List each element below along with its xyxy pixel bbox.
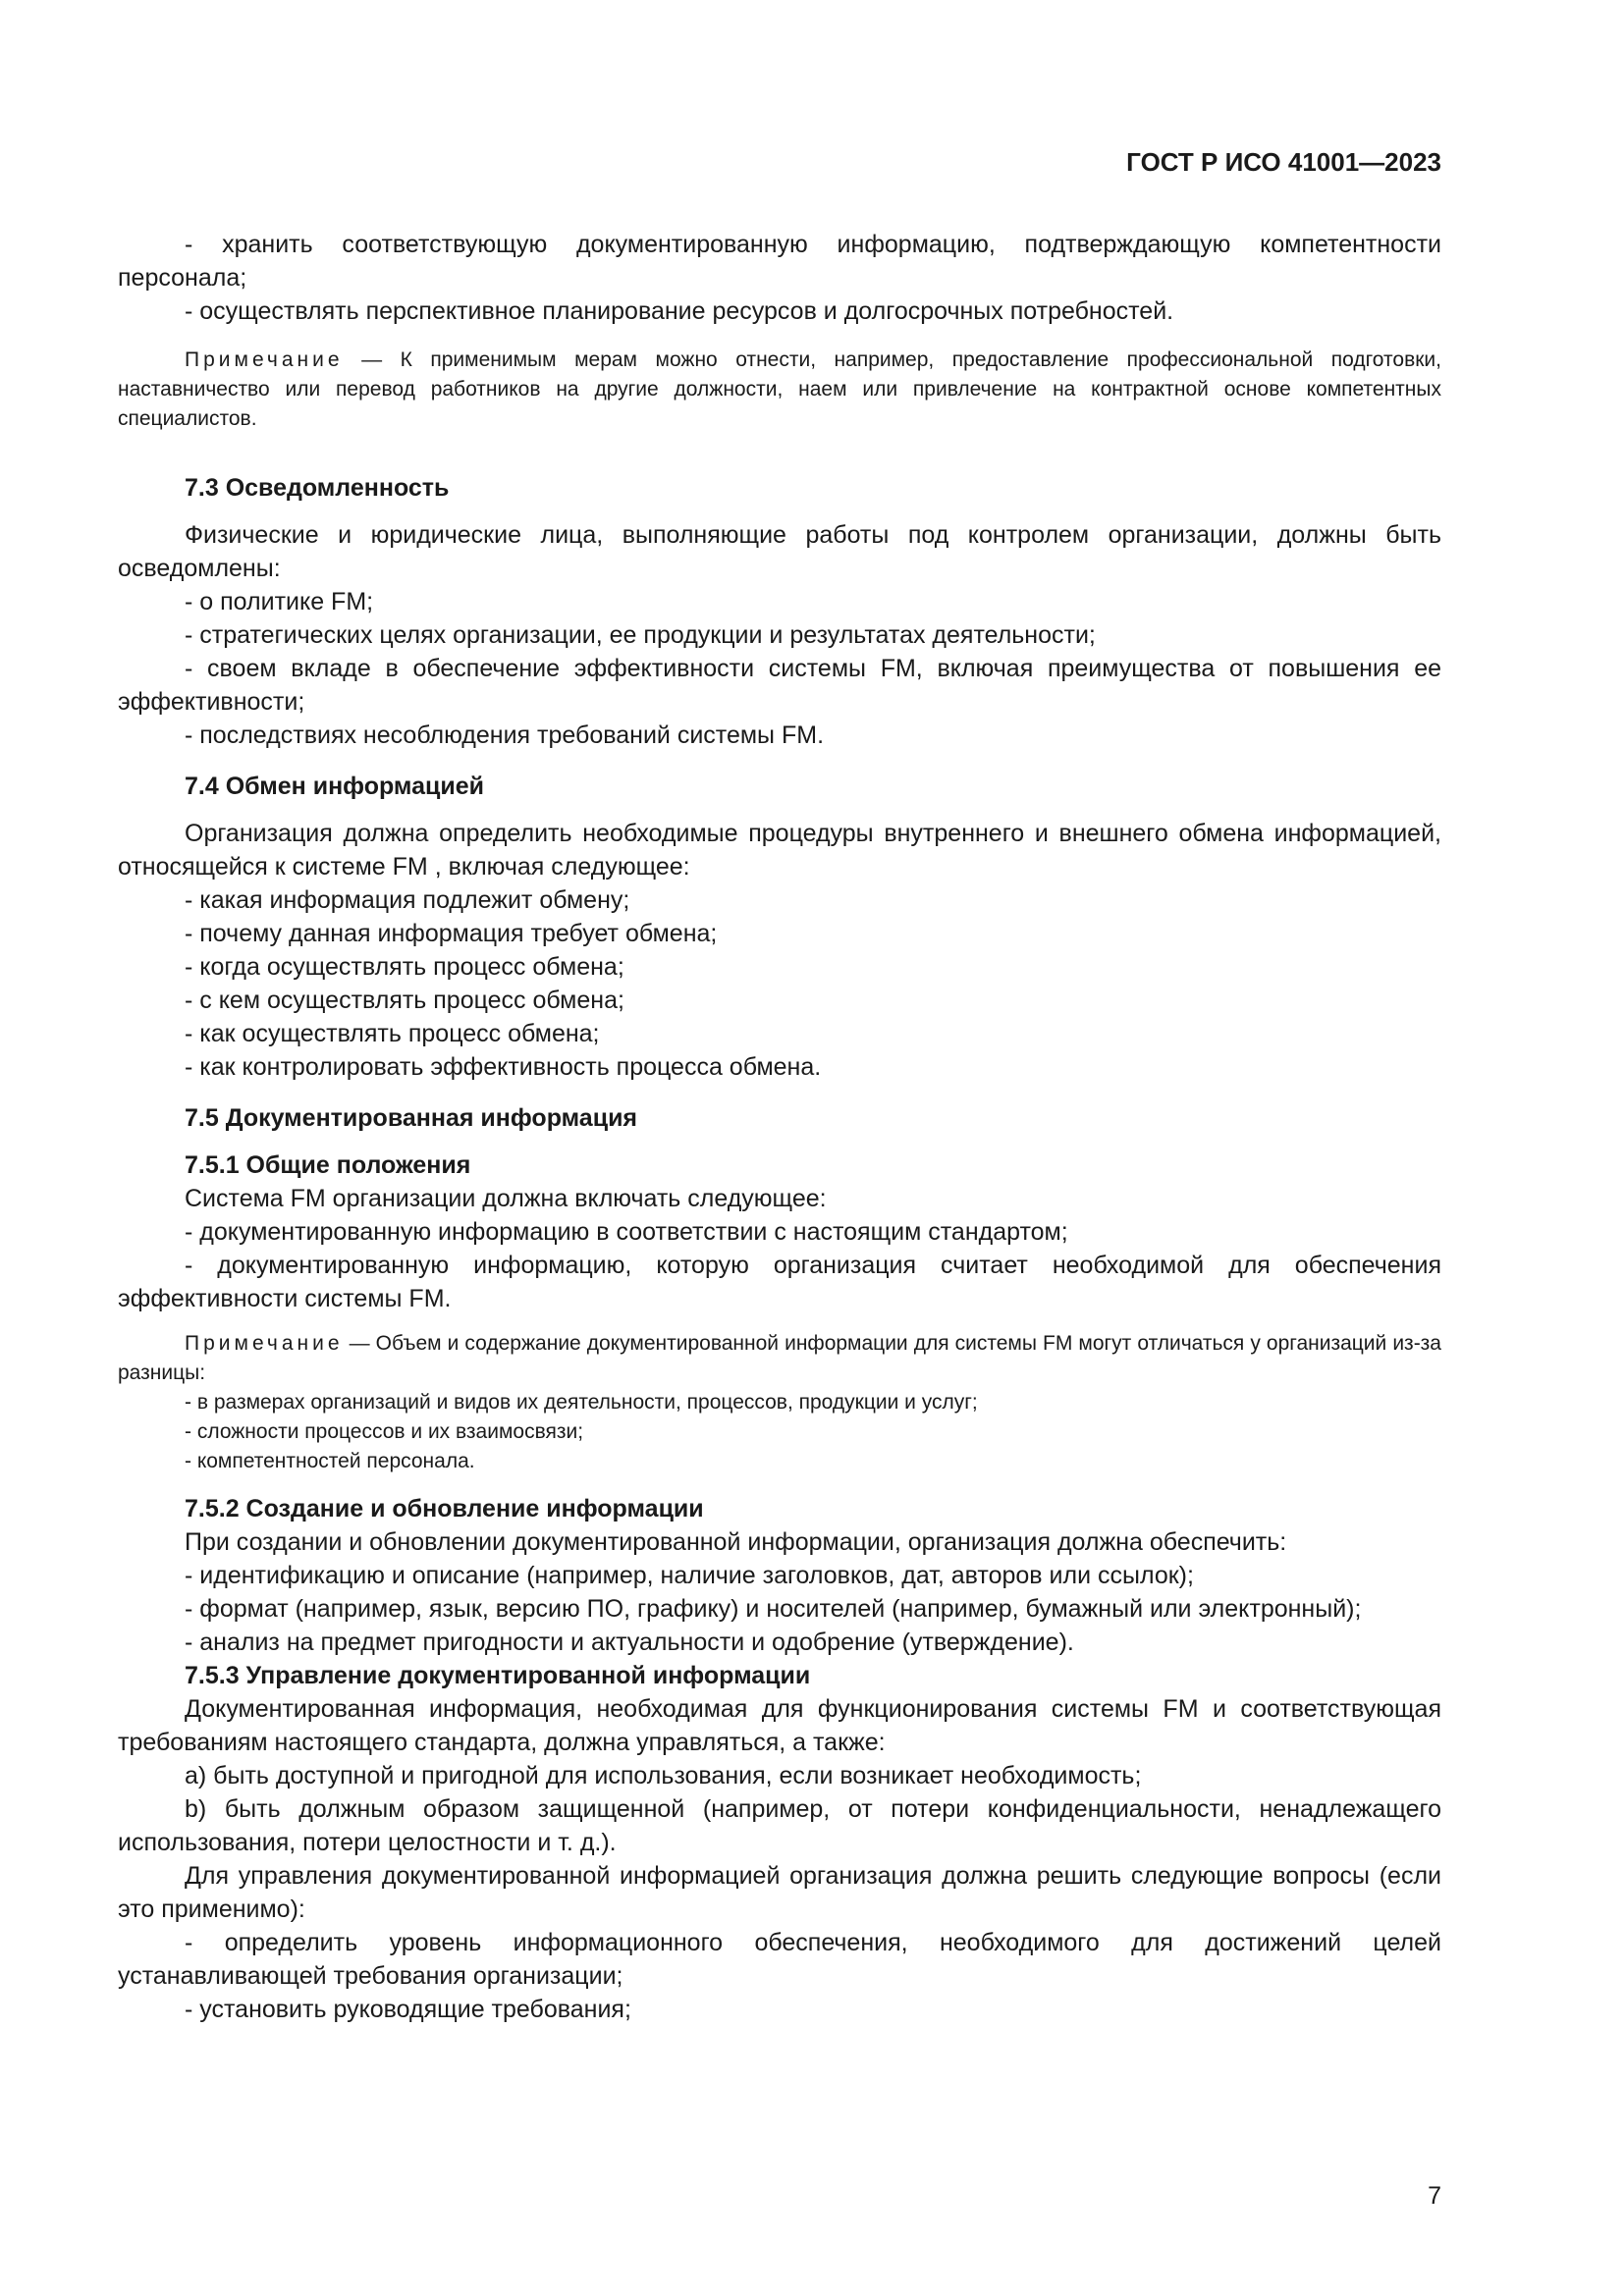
paragraph: Документированная информация, необходимая для функционирования системы FM и соответствующая требованиям настоящего стандарта, должна управляться, а также: (118, 1695, 1441, 1756)
note-list-item: - в размерах организаций и видов их деятельности, процессов, продукции и услуг; (185, 1391, 978, 1414)
list-item: - идентификацию и описание (например, наличие заголовков, дат, авторов или ссылок); (185, 1562, 1194, 1589)
list-item: - стратегических целях организации, ее продукции и результатах деятельности; (185, 621, 1096, 649)
document-header: ГОСТ Р ИСО 41001—2023 (1126, 147, 1441, 177)
section-heading: 7.3 Осведомленность (185, 474, 450, 502)
list-item: - последствиях несоблюдения требований системы FM. (185, 721, 825, 749)
subsection-heading: 7.5.2 Создание и обновление информации (185, 1495, 704, 1522)
paragraph: Организация должна определить необходимые процедуры внутреннего и внешнего обмена информацией, относящейся к системе FM , включая следующее: (118, 820, 1441, 881)
note-list-item: - компетентностей персонала. (185, 1450, 475, 1472)
list-item: - почему данная информация требует обмена; (185, 920, 718, 947)
paragraph: Физические и юридические лица, выполняющие работы под контролем организации, должны быть осведомлены: (118, 521, 1441, 582)
list-item: - определить уровень информационного обеспечения, необходимого для достижений целей устанавливающей требования организации; (118, 1929, 1441, 1990)
list-item: - осуществлять перспективное планирование ресурсов и долгосрочных потребностей. (185, 297, 1174, 325)
list-item: - когда осуществлять процесс обмена; (185, 953, 624, 981)
list-item: b) быть должным образом защищенной (например, от потери конфиденциальности, ненадлежащего использования, потери целостности и т. д.). (118, 1795, 1441, 1856)
list-item: - своем вкладе в обеспечение эффективности системы FM, включая преимущества от повышения ее эффективности; (118, 655, 1441, 716)
list-item: - хранить соответствующую документированную информацию, подтверждающую компетентности персонала; (118, 231, 1441, 292)
list-item: - документированную информацию, которую организация считает необходимой для обеспечения эффективности системы FM. (118, 1252, 1441, 1312)
list-item: а) быть доступной и пригодной для использования, если возникает необходимость; (185, 1762, 1142, 1789)
section-heading: 7.4 Обмен информацией (185, 773, 485, 800)
note (118, 346, 1441, 434)
list-item: - установить руководящие требования; (185, 1996, 631, 2023)
note-label: Примечание (185, 348, 344, 371)
paragraph: Для управления документированной информацией организация должна решить следующие вопросы (если это применимо): (118, 1862, 1441, 1923)
section-heading: 7.5 Документированная информация (185, 1104, 638, 1132)
paragraph: При создании и обновлении документированной информации, организация должна обеспечить: (185, 1528, 1287, 1556)
note (118, 1329, 1441, 1388)
page-number: 7 (1428, 2182, 1441, 2210)
subsection-heading: 7.5.1 Общие положения (185, 1151, 471, 1179)
list-item: - формат (например, язык, версию ПО, графику) и носителей (например, бумажный или электронный); (185, 1595, 1362, 1623)
list-item: - какая информация подлежит обмену; (185, 886, 630, 914)
list-item: - анализ на предмет пригодности и актуальности и одобрение (утверждение). (185, 1629, 1074, 1656)
note-text: — Объем и содержание документированной информации для системы FM могут отличаться у организаций из-за разницы: (118, 1332, 1441, 1384)
subsection-heading: 7.5.3 Управление документированной информации (185, 1662, 811, 1689)
list-item: - документированную информацию в соответствии с настоящим стандартом; (185, 1218, 1068, 1246)
list-item: - как осуществлять процесс обмена; (185, 1020, 600, 1047)
page-content (118, 228, 1441, 2026)
list-item: - о политике FM; (185, 588, 374, 615)
list-item: - как контролировать эффективность процесса обмена. (185, 1053, 822, 1081)
list-item: - с кем осуществлять процесс обмена; (185, 987, 624, 1014)
note-text: — К применимым мерам можно отнести, например, предоставление профессиональной подготовки, наставничество или перевод работников на другие должности, наем или привлечение на контрактной основе компетентных специалистов. (118, 348, 1441, 430)
paragraph: Система FM организации должна включать следующее: (185, 1185, 827, 1212)
note-label: Примечание (185, 1332, 344, 1355)
note-list-item: - сложности процессов и их взаимосвязи; (185, 1420, 584, 1443)
